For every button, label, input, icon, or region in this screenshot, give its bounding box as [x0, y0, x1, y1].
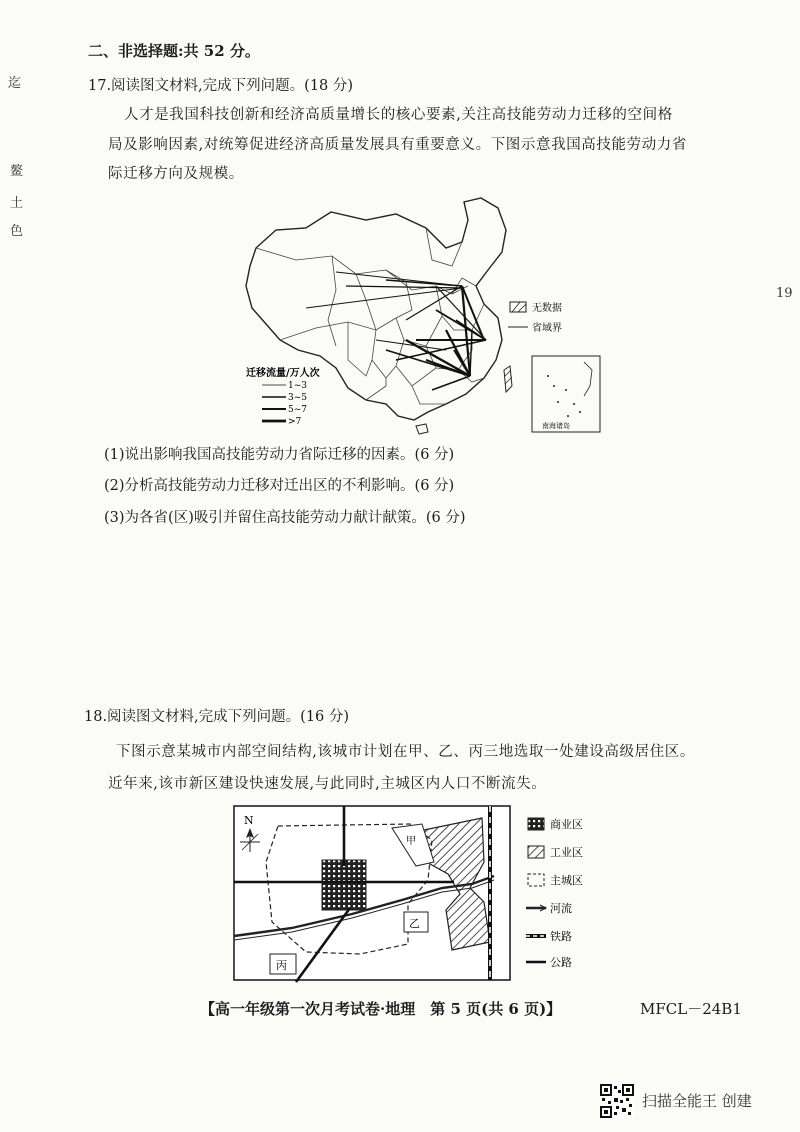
q17-intro-line-2: 局及影响因素,对统筹促进经济高质量发展具有重要意义。下图示意我国高技能劳动力省	[108, 137, 688, 153]
site-c-label: 丙	[276, 959, 287, 972]
legend-border: 省域界	[532, 323, 562, 334]
legend-maincity-swatch	[528, 874, 544, 886]
margin-char-3: 色	[10, 224, 24, 239]
legend-commercial: 商业区	[550, 818, 583, 831]
legend-railway: 铁路	[550, 930, 572, 943]
flow-legend-title: 迁移流量/万人次	[246, 368, 320, 379]
section-title: 二、非选择题:共 52 分。	[88, 42, 260, 60]
q17-question-1: (1)说出影响我国高技能劳动力省际迁移的因素。(6 分)	[104, 447, 455, 463]
city-structure-map	[232, 804, 592, 984]
q17-intro-line-3: 际迁移方向及规模。	[108, 166, 244, 182]
margin-char-2: 土	[10, 196, 24, 211]
footer-title: 【高一年级第一次月考试卷·地理 第 5 页(共 6 页)】	[200, 1000, 562, 1018]
q17-intro-line-1: 人才是我国科技创新和经济高质量增长的核心要素,关注高技能劳动力迁移的空间格	[124, 107, 673, 123]
china-outline	[246, 198, 506, 420]
margin-char-1: 鳌	[10, 164, 24, 179]
q17-header: 17.阅读图文材料,完成下列问题。(18 分)	[88, 78, 354, 94]
q17-question-3: (3)为各省(区)吸引并留住高技能劳动力献计献策。(6 分)	[104, 510, 466, 526]
flow-legend-label-3: 5~7	[288, 405, 307, 415]
legend-commercial-swatch	[528, 818, 544, 830]
legend-nodata: 无数据	[532, 303, 562, 314]
hainan-island	[416, 424, 428, 434]
q18-intro-line-2: 近年来,该市新区建设快速发展,与此同时,主城区内人口不断流失。	[108, 776, 547, 792]
commercial-zone	[322, 860, 366, 910]
flow-legend-label-2: 3~5	[288, 393, 307, 403]
qr-code-icon	[600, 1084, 634, 1118]
scanner-watermark	[600, 1084, 780, 1116]
migration-flows	[306, 272, 486, 390]
nodata-taiwan	[504, 366, 512, 392]
legend-river: 河流	[550, 902, 572, 915]
site-b-label: 乙	[409, 917, 420, 930]
q17-question-2: (2)分析高技能劳动力迁移对迁出区的不利影响。(6 分)	[104, 478, 455, 494]
china-migration-map	[236, 190, 616, 440]
margin-char-top: 迄	[8, 76, 22, 91]
nodata-legend-swatch	[510, 302, 526, 312]
inset-label: 南海诸岛	[542, 422, 570, 430]
legend-maincity: 主城区	[550, 874, 583, 887]
flow-legend-label-1: 1~3	[288, 381, 307, 391]
legend-highway: 公路	[550, 956, 572, 969]
right-edge-page-mark: 19	[776, 286, 793, 301]
q18-header: 18.阅读图文材料,完成下列问题。(16 分)	[84, 709, 350, 725]
inset-islands	[547, 375, 581, 417]
legend-industrial-swatch	[528, 846, 544, 858]
north-label: N	[244, 814, 254, 827]
site-a-label: 甲	[406, 836, 416, 847]
scanner-label: 扫描全能王 创建	[642, 1092, 752, 1110]
footer-code: MFCL－24B1	[640, 1000, 742, 1018]
legend-industrial: 工业区	[550, 846, 583, 859]
flow-legend-label-4: >7	[288, 417, 302, 427]
q18-intro-line-1: 下图示意某城市内部空间结构,该城市计划在甲、乙、丙三地选取一处建设高级居住区。	[116, 744, 696, 760]
